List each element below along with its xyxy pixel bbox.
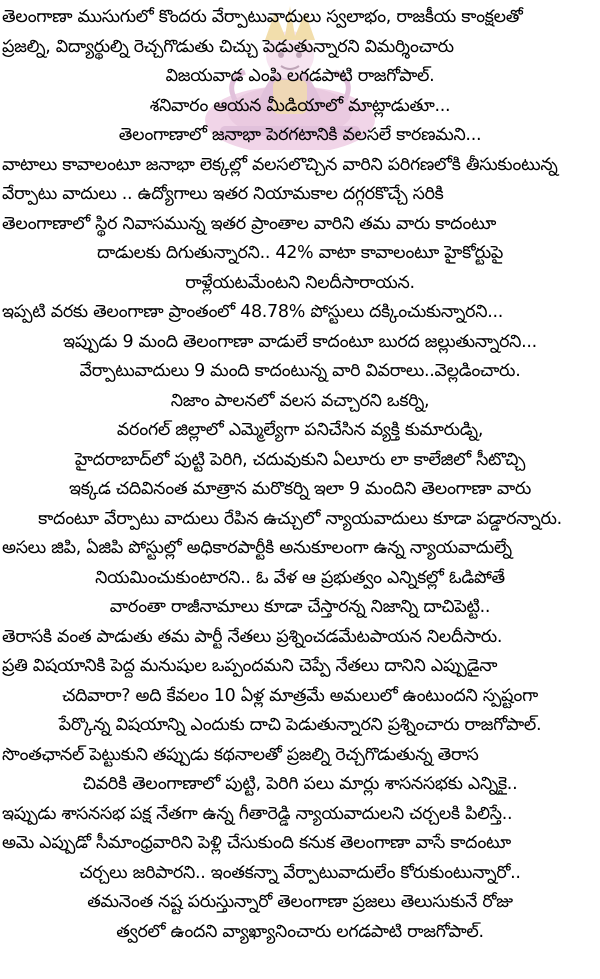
- article-line: తెరాసకి వంత పాడుతు తమ పార్టీ నేతలు ప్రశ్నించడమేటపాయన నిలదీసారు.: [2, 626, 503, 647]
- article-line: వేర్పాటువాదులు 9 మంది కాదంటున్న వారి వివరాలు..వెల్లడించారు.: [79, 361, 521, 381]
- article-line: తెలంగాణాలో స్థిర నివాసమున్న ఇతర ప్రాంతాల వారిని తమ వారు కాదంటూ: [2, 213, 497, 234]
- article-line: అసలు జిపి, ఏజిపి పోస్టుల్లో అధికారపార్టీకి అనుకూలంగా ఉన్న న్యాయవాదుల్నే: [2, 538, 512, 558]
- article-line: దాడులకు దిగుతున్నారని.. 42% వాటా కావాలంటూ హైకోర్టుపై: [97, 243, 503, 263]
- article-line: రాళ్లేయటమేంటని నిలదీసారాయన.: [185, 272, 415, 293]
- article-line: ఇప్పుడు 9 మంది తెలంగాణా వాడులే కాదంటూ బురద జల్లుతున్నారని...: [63, 331, 537, 352]
- article-line: చర్చలు జరిపారని.. ఇంతకన్నా వేర్పాటువాదులేం కోరుకుంటున్నారో..: [79, 862, 521, 883]
- article-line: వారంతా రాజీనామాలు కూడా చేస్తారన్న నిజాన్ని దాచిపెట్టి..: [109, 597, 491, 617]
- article-line: వాటాలు కావాలంటూ జనాభా లెక్కల్లో వలసలొచ్చిన వారిని పరిగణలోకి తీసుకుంటున్న: [2, 154, 558, 175]
- article-line: ఇప్పటి వరకు తెలంగాణా ప్రాంతంలో 48.78% పోస్టులు దక్కించుకున్నారని...: [2, 302, 503, 322]
- article-line: ప్రజల్ని, విద్యార్థుల్ని రెచ్చగొడుతు చిచ్చు పెడుతున్నారని విమర్శించారు: [2, 36, 454, 57]
- article-line: నిజాం పాలనలో వలస వచ్చారని ఒకర్ని,: [170, 390, 430, 411]
- article-line: త్వరలో ఉందని వ్యాఖ్యానించారు లగడపాటి రాజగోపాల్.: [116, 921, 484, 942]
- article-line: అమె ఎప్పుడో సీమాంధ్రవారిని పెళ్లి చేసుకుంది కనుక తెలంగాణా వాసే కాదంటూ: [2, 833, 511, 853]
- article-line: విజయవాడ ఎంపి లగడపాటి రాజగోపాల్.: [165, 66, 435, 86]
- article-line: వేర్పాటు వాదులు .. ఉద్యోగాలు ఇతర నియామకాల దగ్గరకొచ్చే సరికి: [2, 184, 444, 204]
- article-line: పేర్కొన్న విషయాన్ని ఎందుకు దాచి పెడుతున్నారని ప్రశ్నించారు రాజగోపాల్.: [58, 715, 542, 735]
- article-line: హైదరాబాద్‌లో పుట్టి పెరిగి, చదువుకుని ఏలూరు లా కాలేజిలో సీటొచ్చి: [74, 449, 526, 470]
- article-line: కాదంటూ వేర్పాటు వాదులు రేపిన ఉచ్చులో న్యాయవాదులు కూడా పడ్డారన్నారు.: [38, 508, 562, 529]
- article-line: వరంగల్ జిల్లాలో ఎమ్మెల్యేగా పనిచేసిన వ్యక్తి కుమారుడ్ని,: [116, 420, 484, 440]
- article-line: తెలంగాణా ముసుగులో కొందరు వేర్పాటువాదులు స్వలాభం, రాజకీయ కాంక్షలతో: [2, 7, 523, 27]
- article-line: సొంతఛానల్ పెట్టుకుని తప్పుడు కథనాలతో ప్రజల్ని రెచ్చగొడుతున్న తెరాస: [2, 744, 479, 765]
- article-line: శనివారం ఆయన మీడియాలో మాట్లాడుతూ...: [149, 95, 451, 116]
- article-line: చదివారా? అది కేవలం 10 ఏళ్ల మాత్రమే అమలులో ఉంటుందని స్పష్టంగా: [62, 685, 538, 706]
- article-line: తమనెంత నష్ట పరుస్తున్నారో తెలంగాణా ప్రజలు తెలుసుకునే రోజు: [87, 892, 513, 912]
- article-line: తెలంగాణాలో జనాభా పెరగటానికి వలసలే కారణమని...: [118, 125, 482, 145]
- article-line: చివరికి తెలంగాణాలో పుట్టి, పెరిగి పలు మార్లు శాసనసభకు ఎన్నికై..: [82, 774, 518, 794]
- article-line: ఇక్కడ చదివినంత మాత్రాన మరొకర్ని ఇలా 9 మందిని తెలంగాణా వారు: [68, 479, 532, 499]
- article-line: ఇప్పుడు శాసనసభ పక్ష నేతగా ఉన్న గీతారెడ్డి న్యాయవాదులని చర్చలకి పిలిస్తే..: [2, 803, 513, 824]
- article-line: నియమించుకుంటారని.. ఓ వేళ ఆ ప్రభుత్వం ఎన్నికల్లో ఓడిపోతే: [95, 567, 505, 588]
- article-line: ప్రతి విషయానికి పెద్ద మనుషుల ఒప్పందమని చెప్పే నేతలు దానిని ఎప్పుడైనా: [2, 656, 498, 676]
